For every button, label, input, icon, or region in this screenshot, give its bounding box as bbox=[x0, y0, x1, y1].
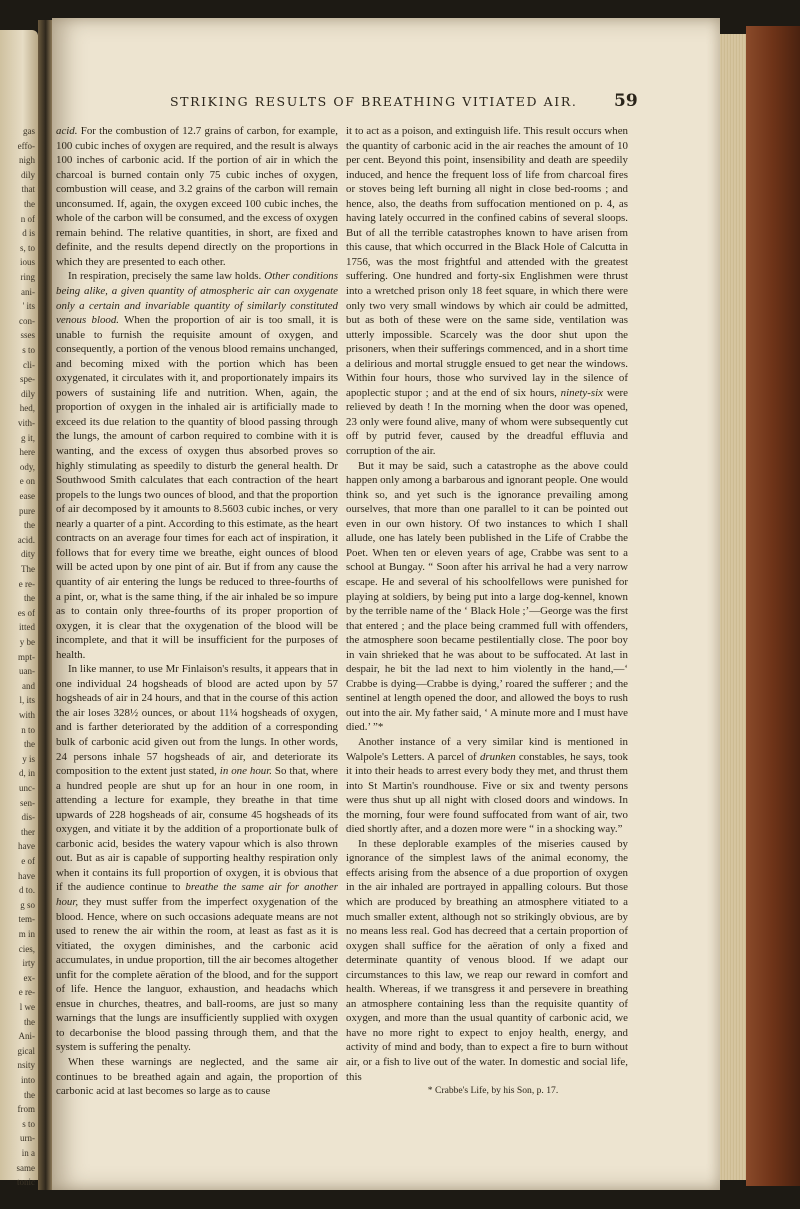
paragraph: In like manner, to use Mr Finlaison's results, it appears that in one individual 24 hogsheads of blood are acted upon by 57 hogsheads of air in 24 hours, and that in the course of this action the air loses 328½ ounces, or about 11¼ hogsheads of oxygen, and is farther deteriorated by the addition of a corresponding bulk of carbonic acid given out from the lungs. In other words, 24 persons inhale 57 hogsheads of air, and deteriorate its composition to the extent just stated, in one hour. So that, where a hundred people are shut up for an hour in one room, in attending a lecture for example, they breathe in that time upwards of 228 hogsheads of air, consume 45 hogsheads of its oxygen, and vitiate it by the addition of a proportionate bulk of carbonic acid, besides the watery vapour which is also thrown out. But as air is capable of supporting healthy respiration only when it contains its full proportion of oxygen, it is obvious that if the audience continue to breathe the same air for another hour, they must suffer from the imperfect oxygenation of the blood. Hence, where on such occasions adequate means are not used to renew the air within the room, at least as fast as it is vitiated, the oxygen diminishes, and the carbonic acid accumulates, in undue proportion, till the air becomes altogether unfit for the complete aëration of the blood, and for the support of life. Hence the languor, exhaustion, and headachs which ensue in churches, theatres, and ball-rooms, are just so many warnings that the lungs are insufficiently supplied with oxygen to decarbonise the blood passing through them, and that the system is suffering the penalty. bbox=[56, 663, 338, 1054]
margin-fragment: uan- bbox=[19, 666, 35, 677]
margin-fragment: m in bbox=[18, 929, 35, 939]
page-number: 59 bbox=[614, 91, 638, 111]
paragraph: Another instance of a very similar kind is mentioned in Walpole's Letters. A parcel of drunken constables, he says, took it into their heads to arrest every body they met, and thrust them into St Martin's roundhouse. Five or six and twenty persons were thus shut up all night with closed doors and windows. In the morning, four were found suffocated from want of air, two died shortly after, and a dozen more were “ in a shocking way.” bbox=[346, 735, 628, 836]
margin-fragment: irty bbox=[22, 958, 35, 969]
paragraph: But it may be said, such a catastrophe as the above could happen only among a barbarous and ignorant people. One would think so, and yet such is the ignorance prevailing among ourselves, that more than one parallel to it can be pointed out even in our own history. Of two instances to which I shall allude, one has lately been published in the Life of Crabbe the Poet. When ten or eleven years of age, Crabbe was sent to a school at Bungay. “ Soon after his arrival he had a very narrow escape. He and several of his schoolfellows were punished for playing at soldiers, by being put into a large dog-kennel, known by the terrible name of the ‘ Black Hole ;’—George was the first that entered ; and the place being crammed full with offenders, the atmosphere soon became pestilentially close. The poor boy in vain shrieked that he was about to be suffocated. At last in despair, he bit the lad next to him violently in the hand,—‘ Crabbe is dying—Crabbe is dying,’ roared the sufferer ; and the sentinel at length opened the door, and allowed the boys to rush out into the air. My father said, ‘ A minute more and I must have died.’ ”* bbox=[346, 459, 628, 734]
margin-fragment: n to bbox=[21, 724, 35, 735]
book-gutter bbox=[38, 20, 52, 1190]
margin-fragment: the bbox=[24, 739, 35, 750]
margin-fragment: the bbox=[24, 1016, 35, 1027]
margin-fragment: n of bbox=[20, 213, 35, 224]
margin-fragment: ex- bbox=[23, 972, 35, 983]
margin-fragment: pure bbox=[19, 505, 35, 516]
margin-fragment: tem- bbox=[18, 914, 35, 925]
margin-fragment: hed, bbox=[19, 403, 35, 414]
margin-fragment: gas bbox=[23, 126, 35, 136]
margin-fragment: nigh bbox=[18, 155, 35, 166]
margin-fragment: tonic bbox=[17, 1177, 35, 1188]
footnote: * Crabbe's Life, by his Son, p. 17. bbox=[427, 1085, 559, 1097]
margin-fragment: e re- bbox=[18, 987, 35, 998]
margin-fragment: Ani- bbox=[18, 1031, 35, 1042]
margin-fragment: d, in bbox=[18, 768, 35, 779]
margin-fragment: e re- bbox=[18, 578, 35, 589]
margin-fragment: dis- bbox=[21, 812, 35, 823]
paragraph: acid. For the combustion of 12.7 grains of carbon, for example, 100 cubic inches of oxygen are required, and the result is always 100 inches of carbonic acid. If the portion of air in which the charcoal is burned contain only 75 cubic inches of oxygen, combustion will cease, and 3.2 grains of the carbon will remain unconsumed. If, again, the oxygen exceed 100 cubic inches, the whole of the carbon will be consumed, and the excess of oxygen remain behind. The relative quantities, in short, are fixed and definite, and the results depend directly on the proportions in which they are presented to each other. bbox=[56, 125, 338, 268]
margin-fragment: ody, bbox=[19, 461, 35, 472]
paragraph: When these warnings are neglected, and the same air continues to be breathed again and again, the proportion of carbonic acid at last becomes so large as to cause bbox=[56, 1056, 338, 1098]
paragraph: it to act as a poison, and extinguish life. This result occurs when the quantity of carbonic acid in the air reaches the amount of 10 per cent. Beyond this point, insensibility and death are speedily induced, and hence the frequent loss of life from charcoal fires or stoves being left burning all night in close bed-rooms ; and hence, also, the deaths from suffocation mentioned on p. 4, as having lately occurred in the confined cabins of several sloops. But of all the terrible catastrophes known to have arisen from this cause, that which occurred in the Black Hole of Calcutta in 1756, was the most frightful and attended with the greatest suffering. One hundred and forty-six Englishmen were thrust into a wretched prison only 18 feet square, in which there were only two very small windows by which air could be admitted, but as both of these were on the same side, ventilation was utterly impossible. Scarcely was the door shut upon the prisoners, when their sufferings commenced, and in a short time a delirious and mortal struggle ensued to get near the windows. Within four hours, those who survived lay in the silence of apoplectic stupor ; and at the end of six hours, ninety-six were relieved by death ! In the morning when the door was opened, 23 only were found alive, many of whom were subsequently cut off by putrid fever, caused by the dreadful effluvia and corruption of the air. bbox=[346, 125, 628, 458]
margin-fragment: the bbox=[24, 520, 35, 531]
facing-page-edge bbox=[0, 30, 38, 1188]
paragraph: In these deplorable examples of the miseries caused by ignorance of the simplest laws of the animal economy, the effects arising from the absence of a due proportion of oxygen in the air inhaled are portrayed in appalling colours. But those which are produced by breathing an atmosphere vitiated to a much smaller extent, although not so strikingly obvious, are by no means less real. God has decreed that a certain proportion of oxygen shall suffice for the aëration of only a fixed and determinate quantity of venous blood. If we adapt our circumstances to this law, we reap our reward in comfort and health. Whereas, if we transgress it and persevere in breathing an atmosphere containing less than the requisite quantity of oxygen, and more than the usual quantity of carbonic acid, we have no more right to expect to enjoy health, energy, and activity of mind and body, than to expect a fire to burn without air, or a fish to live out of the water. In domestic and social life, this bbox=[346, 837, 628, 1083]
margin-fragment: ease bbox=[19, 491, 35, 501]
margin-fragment: cies, bbox=[18, 943, 35, 954]
book-cover-edge bbox=[746, 26, 800, 1186]
margin-fragment: g so bbox=[20, 899, 35, 910]
margin-fragment: l we bbox=[19, 1002, 35, 1012]
margin-fragment: from bbox=[17, 1104, 35, 1115]
margin-fragment: vith- bbox=[18, 418, 35, 428]
margin-fragment: sses bbox=[20, 330, 35, 341]
margin-fragment: s to bbox=[22, 1118, 35, 1129]
margin-fragment: into bbox=[20, 1075, 35, 1085]
margin-fragment: sen- bbox=[20, 797, 35, 808]
margin-fragment: d to. bbox=[18, 885, 35, 896]
paragraph: In respiration, precisely the same law holds. Other conditions being alike, a given quantity of atmospheric air can oxygenate only a certain and invariable quantity of similarly constituted venous blood. When the proportion of air is too small, it is unable to furnish the requisite amount of oxygen, and consequently, a portion of the venous blood remains unchanged, and becoming mixed with the portion which has been oxygenated, it circulates with it, and proportionately impairs its powers of sustaining life and nutrition. When, again, the proportion of oxygen in the inhaled air is artificially made to exceed its due relation to the quantity of blood passing through the lungs, the amount of carbon required to combine with it is wanting, and the excess of oxygen thus absorbed proves so highly stimulating as speedily to disturb the general health. Dr Southwood Smith calculates that each contraction of the heart propels to the lungs two ounces of blood, and that the proportion of air decomposed by it amounts to 8.5603 cubic inches, or very nearly a quarter of a pint. According to this estimate, as the heart contracts on an average four times for each act of inspiration, it follows that for every time we breathe, eight ounces of blood will be acted upon by one pint of air. But if from any cause the quantity of air entering the lungs be reduced to three-fourths of a pint, or, what is the same thing, if the air inhaled be so impure as to contain only three-fourths of its proper proportion of oxygen, it is clear that the oxygenation of the blood will be incomplete, and that it will be insufficient for the purposes of health. bbox=[56, 270, 339, 661]
margin-fragment: s, to bbox=[19, 242, 35, 253]
margin-fragment: the bbox=[24, 1089, 35, 1100]
margin-fragment: and bbox=[22, 680, 35, 691]
margin-fragment: The bbox=[21, 564, 35, 574]
margin-fragment: spe- bbox=[20, 374, 35, 385]
margin-fragment: ring bbox=[20, 272, 35, 282]
margin-fragment: same bbox=[16, 1162, 35, 1173]
running-head: STRIKING RESULTS OF BREATHING VITIATED AIR. bbox=[170, 94, 578, 109]
margin-fragment: con- bbox=[19, 315, 35, 326]
margin-fragment: the bbox=[24, 199, 35, 209]
margin-fragment: acid. bbox=[17, 534, 35, 545]
margin-fragment: ther bbox=[21, 826, 35, 837]
margin-fragment: have bbox=[18, 841, 35, 852]
right-column bbox=[346, 124, 628, 1099]
margin-fragment: have bbox=[18, 870, 35, 881]
margin-fragment: y is bbox=[22, 753, 35, 764]
page-stack-edge bbox=[720, 34, 746, 1180]
margin-fragment: that bbox=[21, 184, 35, 195]
margin-fragment: cli- bbox=[23, 359, 35, 370]
margin-fragment: unc- bbox=[19, 783, 35, 793]
margin-fragment: e on bbox=[19, 476, 35, 487]
margin-fragment: y be bbox=[19, 637, 35, 647]
margin-fragment: ' its bbox=[22, 301, 35, 312]
margin-fragment: urn- bbox=[20, 1133, 35, 1144]
margin-fragment: ani- bbox=[21, 286, 35, 297]
left-column bbox=[56, 124, 338, 1099]
margin-fragment: in a bbox=[21, 1148, 35, 1158]
margin-fragment: es of bbox=[17, 607, 35, 618]
margin-fragment: the bbox=[24, 593, 35, 604]
margin-fragment: d is bbox=[22, 228, 35, 239]
margin-fragment: mpt- bbox=[18, 651, 35, 662]
margin-fragment: dity bbox=[20, 549, 35, 560]
margin-fragment: itted bbox=[19, 622, 35, 633]
margin-fragment: nsity bbox=[17, 1060, 35, 1071]
margin-fragment: here bbox=[19, 447, 35, 458]
margin-fragment: effo- bbox=[17, 140, 35, 151]
margin-fragment: l, its bbox=[19, 695, 35, 706]
margin-fragment: g it, bbox=[20, 432, 35, 443]
margin-fragment: with bbox=[18, 710, 35, 720]
margin-fragment: ious bbox=[19, 257, 35, 268]
margin-fragment: s to bbox=[22, 345, 35, 355]
margin-fragment: gical bbox=[17, 1045, 35, 1056]
margin-fragment: e of bbox=[21, 856, 35, 866]
margin-fragment: dily bbox=[20, 169, 35, 180]
margin-fragment: dily bbox=[20, 388, 35, 399]
